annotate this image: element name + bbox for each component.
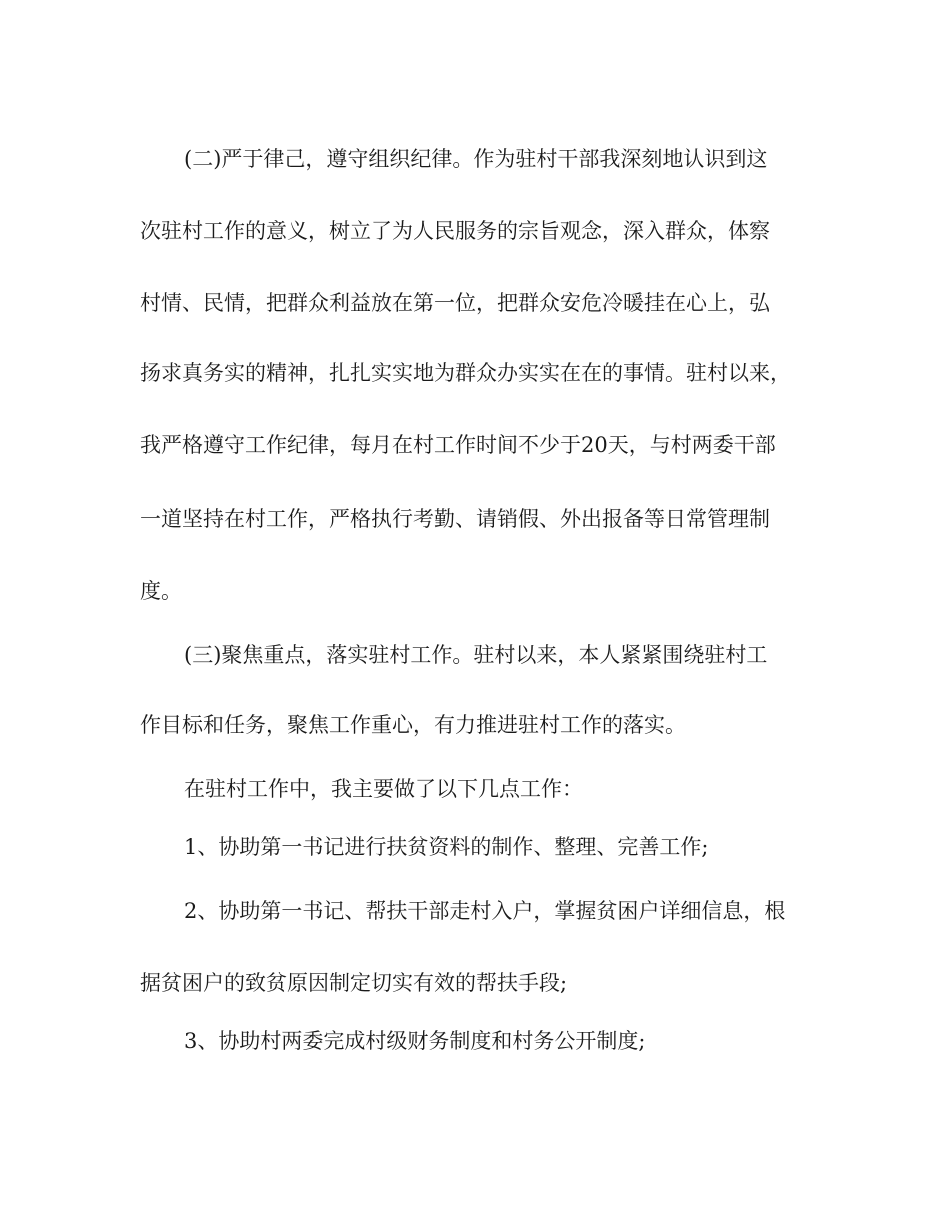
paragraph-3-line-1: (三)聚焦重点，落实驻村工作。驻村以来，本人紧紧围绕驻村工 xyxy=(184,643,768,667)
paragraph-2-line-5: 我严格遵守工作纪律，每月在村工作时间不少于20天，与村两委干部 xyxy=(140,433,776,457)
work-item-1: 1、协助第一书记进行扶贫资料的制作、整理、完善工作; xyxy=(184,835,709,859)
work-item-2-line-1: 2、协助第一书记、帮扶干部走村入户，掌握贫困户详细信息，根 xyxy=(184,899,786,923)
paragraph-2-line-1: (二)严于律己，遵守组织纪律。作为驻村干部我深刻地认识到这 xyxy=(184,147,768,171)
work-item-2-line-2: 据贫困户的致贫原因制定切实有效的帮扶手段; xyxy=(140,971,568,995)
paragraph-2-line-7: 度。 xyxy=(140,579,182,603)
paragraph-2-line-3: 村情、民情，把群众利益放在第一位，把群众安危冷暖挂在心上，弘 xyxy=(140,291,770,315)
paragraph-2-line-4: 扬求真务实的精神，扎扎实实地为群众办实实在在的事情。驻村以来， xyxy=(140,361,791,385)
paragraph-2-line-2: 次驻村工作的意义，树立了为人民服务的宗旨观念，深入群众，体察 xyxy=(140,219,770,243)
paragraph-2-line-6: 一道坚持在村工作，严格执行考勤、请销假、外出报备等日常管理制 xyxy=(140,507,770,531)
work-intro-line: 在驻村工作中，我主要做了以下几点工作： xyxy=(184,777,583,801)
paragraph-3-line-2: 作目标和任务，聚焦工作重心，有力推进驻村工作的落实。 xyxy=(140,713,686,737)
work-item-3: 3、协助村两委完成村级财务制度和村务公开制度; xyxy=(184,1029,646,1053)
